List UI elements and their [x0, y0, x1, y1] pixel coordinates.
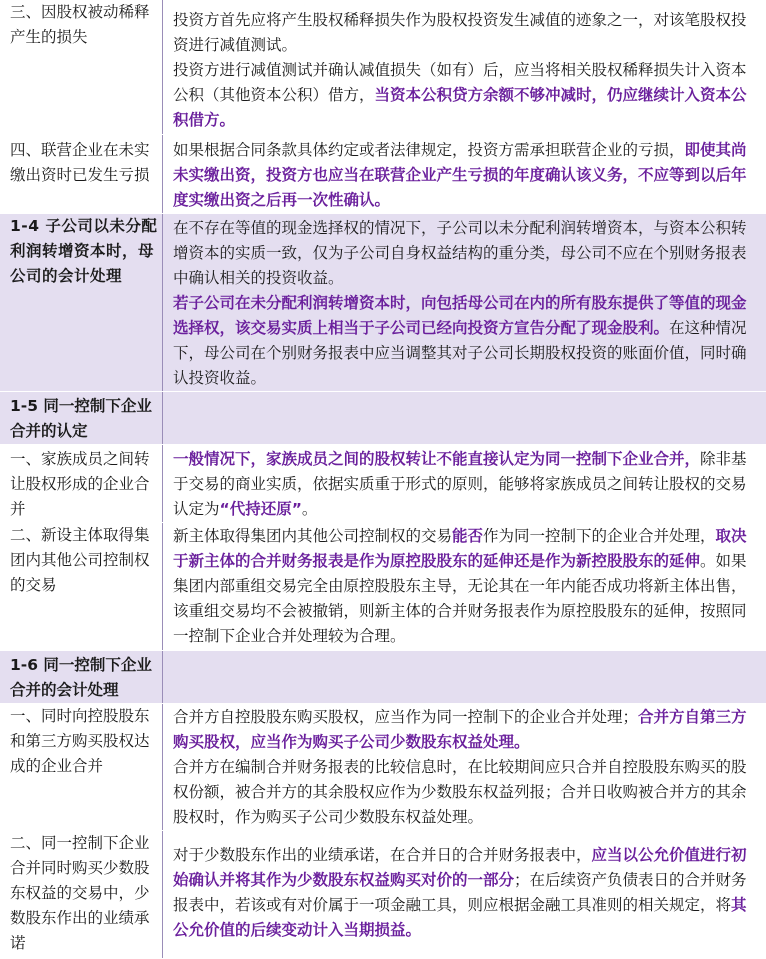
text-run: 投资方进行减值测试并确认减值损失（如有）后，应当将相关股权稀释损失计入资本公积（其他资本公积）借方，: [173, 61, 747, 104]
row-heading: 二、同一控制下企业合并同时购买少数股东权益的交易中，少数股东作出的业绩承诺: [10, 831, 158, 956]
row-body: [163, 135, 766, 213]
section-heading-cell: [0, 391, 163, 444]
empty-cell: [163, 391, 766, 444]
row-heading-cell: [0, 522, 163, 650]
row-body: [163, 831, 766, 943]
section-heading-row: [0, 650, 766, 703]
row-heading: 一、同时向控股股东和第三方购买股权达成的企业合并: [10, 704, 158, 779]
table-row: [0, 213, 766, 391]
empty-cell: [163, 650, 766, 703]
paragraph: [173, 8, 760, 58]
table-row: [0, 703, 766, 830]
row-heading-cell: [0, 213, 163, 391]
table-row: [0, 444, 766, 522]
section-heading-row: [0, 391, 766, 444]
row-body-cell: [163, 830, 766, 958]
highlight-run: 应当以公允价值进行初始确认并将其作为少数股东权益购买对价的一部分: [173, 846, 747, 889]
row-body-cell: [163, 703, 766, 830]
row-body: [163, 523, 766, 649]
highlight-run: 当资本公积贷方余额不够冲减时，仍应继续计入资本公积借方。: [173, 86, 747, 129]
text-run: 投资方首先应将产生股权稀释损失作为股权投资发生减值的迹象之一，对该笔股权投资进行减值测试。: [173, 11, 747, 54]
table-row: [0, 0, 766, 134]
section-heading: 1-6 同一控制下企业合并的会计处理: [10, 656, 152, 699]
row-heading: 1-4 子公司以未分配利润转增资本时，母公司的会计处理: [10, 214, 158, 289]
row-heading-cell: [0, 444, 163, 522]
table-row: [0, 830, 766, 958]
paragraph: [173, 291, 760, 391]
text-run: 新主体取得集团内其他公司控制权的交易: [173, 527, 452, 545]
highlight-run: 即使其尚未实缴出资，投资方也应当在联营企业产生亏损的年度确认该义务，不应等到以后年度实缴出资之后再一次性确认。: [173, 141, 747, 209]
paragraph: [173, 705, 760, 755]
row-body: [163, 0, 766, 133]
text-run: 。如果集团内部重组交易完全由原控股股东主导，无论其在一年内能否成功将新主体出售，该重组交易均不会被撤销，则新主体的合并财务报表作为原控股股东的延伸，按照同一控制下企业合并处理较为合理。: [173, 552, 747, 645]
highlight-run: 能否: [452, 527, 483, 545]
paragraph: [173, 447, 760, 522]
row-heading-cell: [0, 703, 163, 830]
row-body-cell: [163, 0, 766, 134]
table-row: [0, 522, 766, 650]
highlight-run: 其公允价值的后续变动计入当期损益。: [173, 896, 747, 939]
highlight-run: “代持还原”: [220, 500, 302, 518]
highlight-run: 合并方自第三方购买股权，应当作为购买子公司少数股东权益处理。: [173, 708, 747, 751]
highlight-run: 取决于新主体的合并财务报表是作为原控股股东的延伸还是作为新控股股东的延伸: [173, 527, 747, 570]
row-body: [163, 445, 766, 522]
table-row: [0, 134, 766, 213]
row-body: [163, 704, 766, 830]
paragraph: [173, 755, 760, 830]
text-run: 在不存在等值的现金选择权的情况下，子公司以未分配利润转增资本，与资本公积转增资本的实质一致，仅为子公司自身权益结构的重分类，母公司不应在个别财务报表中确认相关的投资收益。: [173, 219, 747, 287]
row-body-cell: [163, 134, 766, 213]
row-heading: 三、因股权被动稀释产生的损失: [10, 0, 158, 50]
row-heading: 二、新设主体取得集团内其他公司控制权的交易: [10, 523, 158, 598]
section-heading: 1-5 同一控制下企业合并的认定: [10, 397, 152, 440]
paragraph: [173, 138, 760, 213]
text-run: 合并方自控股股东购买股权，应当作为同一控制下的企业合并处理；: [173, 708, 638, 726]
text-run: 。: [302, 500, 318, 518]
highlight-run: 若子公司在未分配利润转增资本时，向包括母公司在内的所有股东提供了等值的现金选择权，该交易实质上相当于子公司已经向投资方宣告分配了现金股利。: [173, 294, 747, 337]
paragraph: [173, 58, 760, 133]
paragraph: [173, 524, 760, 649]
row-body: [163, 214, 766, 391]
row-heading-cell: [0, 830, 163, 958]
text-run: ；在后续资产负债表日的合并财务报表中，若该或有对价属于一项金融工具，则应根据金融工具准则的相关规定，将: [173, 871, 747, 914]
text-run: 如果根据合同条款具体约定或者法律规定，投资方需承担联营企业的亏损，: [173, 141, 685, 159]
text-run: 合并方在编制合并财务报表的比较信息时，在比较期间应只合并自控股股东购买的股权份额，被合并方的其余股权应作为少数股东权益列报；合并日收购被合并方的其余股权时，作为购买子公司少数股东权益处理。: [173, 758, 747, 826]
row-heading-cell: [0, 0, 163, 134]
text-run: 在这种情况下，母公司在个别财务报表中应当调整其对子公司长期股权投资的账面价值，同时确认投资收益。: [173, 319, 747, 387]
section-heading-cell: [0, 650, 163, 703]
text-run: 除非基于交易的商业实质，依据实质重于形式的原则，能够将家族成员之间转让股权的交易认定为: [173, 450, 747, 518]
row-body-cell: [163, 213, 766, 391]
paragraph: [173, 843, 760, 943]
row-heading: 四、联营企业在未实缴出资时已发生亏损: [10, 141, 150, 184]
row-heading-cell: [0, 134, 163, 213]
text-run: 作为同一控制下的企业合并处理，: [483, 527, 716, 545]
paragraph: [173, 216, 760, 291]
row-body-cell: [163, 522, 766, 650]
text-run: 对于少数股东作出的业绩承诺，在合并日的合并财务报表中，: [173, 846, 592, 864]
highlight-run: 一般情况下，家族成员之间的股权转让不能直接认定为同一控制下企业合并，: [173, 450, 700, 468]
row-heading: 一、家族成员之间转让股权形成的企业合并: [10, 450, 150, 518]
row-body-cell: [163, 444, 766, 522]
